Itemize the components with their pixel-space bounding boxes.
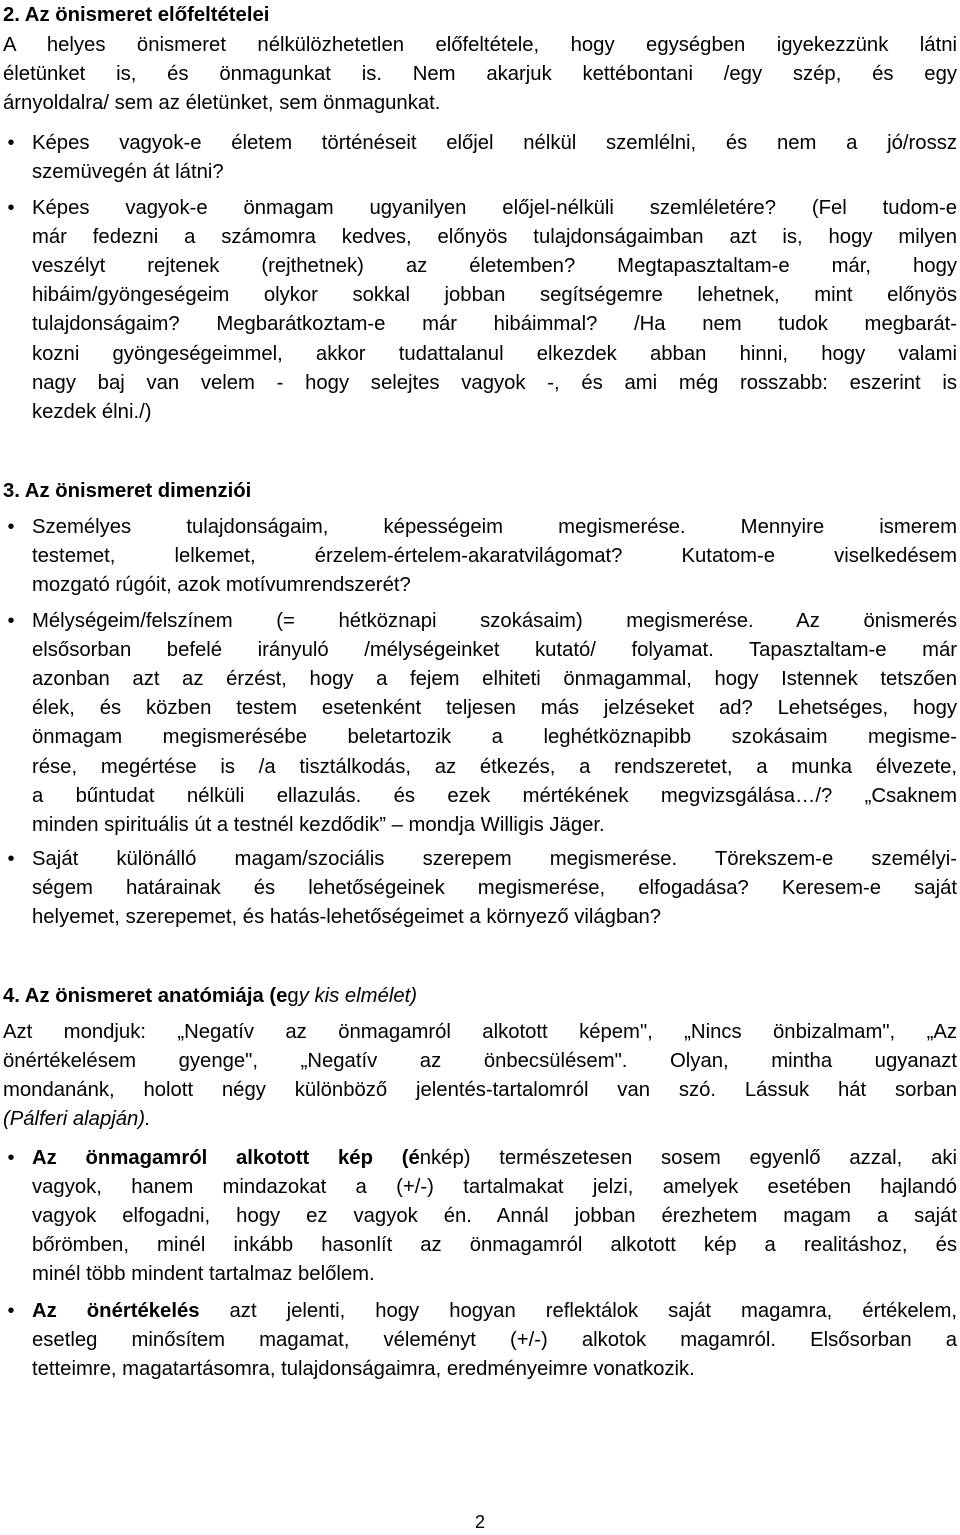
text-line: vagyok, hanem mindazokat a (+/-) tartalmakat jelzi, amelyek esetében hajlandó [32,1176,957,1199]
text-line: árnyoldalra/ sem az életünket, sem önmagunkat. [3,92,441,115]
text-line: önértékelésem gyenge", „Negatív az önbecsülésem". Olyan, mintha ugyanazt [3,1050,957,1073]
page-number: 2 [474,1512,485,1532]
text-line: minél több mindent tartalmaz belőlem. [32,1263,375,1286]
text-line: önmagam megismerésébe beletartozik a leghétköznapibb szokásaim megisme- [32,726,957,749]
bullet-icon: • [7,1147,15,1169]
text-line: a bűntudat nélküli ellazulás. és ezek mértékének megvizsgálása…/? „Csaknem [32,784,957,807]
text-line: helyemet, szerepemet, és hatás-lehetőségeimet a környező világban? [32,906,662,929]
bullet-icon: • [7,610,15,632]
text-line: (Pálferi alapján). [3,1108,151,1131]
text-line: 2. Az önismeret előfeltételei [3,4,270,26]
text-line: vagyok elfogadni, hogy ez vagyok én. Annál jobban érezhetem magam a saját [32,1205,957,1228]
text-line: 3. Az önismeret dimenziói [3,480,252,502]
text-line: már fedezni a számomra kedves, előnyös tulajdonságaimban azt is, hogy milyen [32,226,957,249]
text-line: elsősorban befelé irányuló /mélységeinket kutató/ folyamat. Tapasztaltam-e már [32,639,957,662]
text-line: Személyes tulajdonságaim, képességeim megismerése. Mennyire ismerem [32,516,957,538]
text-line: Azt mondjuk: „Negatív az önmagamról alkotott képem", „Nincs önbizalmam", „Az [3,1021,957,1043]
text-line: szemüvegén át látni? [32,161,224,184]
text-line: életünket is, és önmagunkat is. Nem akarjuk kettébontani /egy szép, és egy [3,63,957,86]
bullet-icon: • [7,132,15,154]
text-line: testemet, lelkemet, érzelem-értelem-akaratvilágomat? Kutatom-e viselkedésem [32,545,957,568]
text-line: kozni gyöngeségeimmel, akkor tudattalanul elkezdek abban hinni, hogy valami [32,342,957,365]
text-line: rése, megértése is /a tisztálkodás, az étkezés, a rendszeretet, a munka élvezete, [32,755,957,778]
text-line: Az önértékelés azt jelenti, hogy hogyan reflektálok saját magamra, értékelem, [32,1300,957,1322]
text-line: A helyes önismeret nélkülözhetetlen előfeltétele, hogy egységben igyekezzünk látni [3,34,957,56]
text-line: Az önmagamról alkotott kép (énkép) természetesen sosem egyenlő azzal, aki [32,1147,958,1169]
bullet-icon: • [7,197,15,219]
text-line: Mélységeim/felszínem (= hétköznapi szokásaim) megismerése. Az önismerés [32,610,957,632]
text-line: veszélyt rejtenek (rejthetnek) az életemben? Megtapasztaltam-e már, hogy [32,255,957,278]
text-line: azonban azt az érzést, hogy a fejem elhiteti önmagammal, hogy Istennek tetszően [32,668,957,691]
bullet-icon: • [7,1300,15,1322]
text-line: élek, és közben testem esetenként teljesen más jelzéseket ad? Lehetséges, hogy [32,697,957,720]
text-line: tulajdonságaim? Megbarátkoztam-e már hibáimmal? /Ha nem tudok megbarát- [32,313,957,336]
text-line: bőrömben, minél inkább hasonlít az önmagamról alkotott kép a realitáshoz, és [32,1234,957,1257]
text-line: ségem határainak és lehetőségeinek megismerése, elfogadása? Keresem-e saját [32,877,957,900]
text-line: kezdek élni./) [32,400,152,423]
bullet-icon: • [7,516,15,538]
bullet-icon: • [7,848,15,870]
text-line: Saját különálló magam/szociális szerepem megismerése. Törekszem-e személyi- [32,848,957,870]
text-line: esetleg minősítem magamat, véleményt (+/-) alkotok magamról. Elsősorban a [32,1329,957,1352]
text-line: minden spirituális út a testnél kezdődik” – mondja Willigis Jäger. [32,813,605,836]
text-line: hibáim/gyöngeségeim olykor sokkal jobban segítségemre lehetnek, mint előnyös [32,284,957,307]
text-line: nagy baj van velem - hogy selejtes vagyok -, és ami még rosszabb: eszerint is [32,371,957,394]
text-line: Képes vagyok-e életem történéseit előjel nélkül szemlélni, és nem a jó/rossz [32,132,957,154]
text-line: tetteimre, magatartásomra, tulajdonságaimra, eredményeimre vonatkozik. [32,1358,695,1381]
text-line: 4. Az önismeret anatómiája (egy kis elmélet) [3,985,418,1007]
text-line: mondanánk, holott négy különböző jelentés-tartalomról van szó. Lássuk hát sorban [3,1079,957,1102]
text-line: mozgató rúgóit, azok motívumrendszerét? [32,574,411,597]
text-line: Képes vagyok-e önmagam ugyanilyen előjel-nélküli szemléletére? (Fel tudom-e [32,197,957,219]
